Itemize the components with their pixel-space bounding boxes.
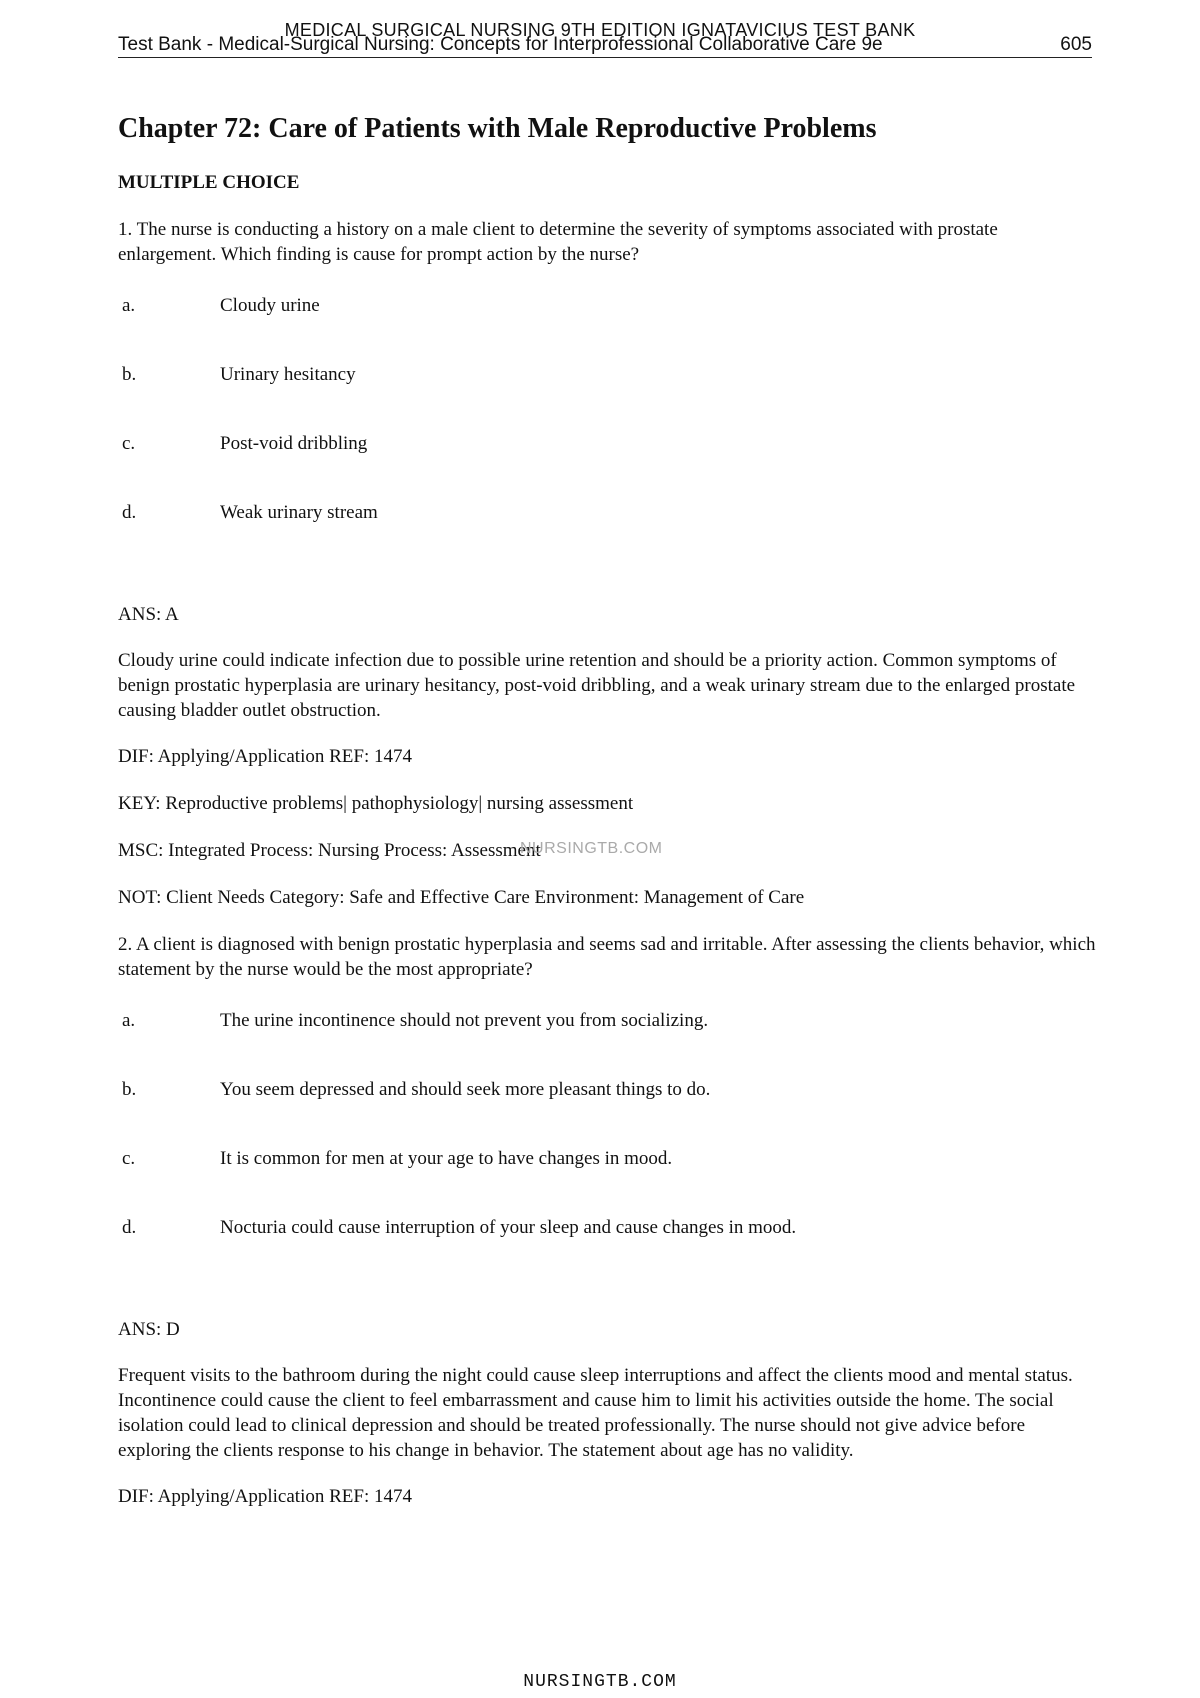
client-needs-category: NOT: Client Needs Category: Safe and Effective Care Environment: Management of Care	[118, 887, 805, 908]
option-letter: b.	[122, 1079, 137, 1100]
page-number: 605	[1060, 34, 1092, 55]
rationale: Cloudy urine could indicate infection due to possible urine retention and should be a priority action. Common symptoms of benign prostatic hyperplasia are urinary hesitancy, post-void dribbling, and a weak urinary stream due to the enlarged prostate causing bladder outlet obstruction.	[118, 650, 1076, 721]
option-item	[118, 1008, 1098, 1077]
running-title: Test Bank - Medical-Surgical Nursing: Concepts for Interprofessional Collaborative Care 9e	[118, 34, 883, 55]
chapter-title: Chapter 72: Care of Patients with Male Reproductive Problems	[118, 113, 877, 144]
option-letter: c.	[122, 433, 136, 454]
question-stem: 2. A client is diagnosed with benign prostatic hyperplasia and seems sad and irritable. After assessing the clients behavior, which statement by the nurse would be the most appropriate?	[118, 934, 1096, 980]
option-list	[118, 293, 1098, 569]
option-letter: d.	[122, 1217, 137, 1238]
option-item	[118, 1146, 1098, 1215]
option-item	[118, 500, 1098, 569]
watermark: NURSINGTB.COM	[520, 840, 663, 857]
running-header	[118, 34, 1092, 58]
option-letter: c.	[122, 1148, 136, 1169]
msc-category: MSC: Integrated Process: Nursing Process: Assessment	[118, 840, 541, 861]
option-text: The urine incontinence should not prevent you from socializing.	[220, 1010, 709, 1031]
answer: ANS: A	[118, 604, 179, 625]
option-item	[118, 362, 1098, 431]
option-item	[118, 293, 1098, 362]
question-stem: 1. The nurse is conducting a history on a male client to determine the severity of symptoms associated with prostate enlargement. Which finding is cause for prompt action by the nurse?	[118, 219, 998, 265]
answer: ANS: D	[118, 1319, 180, 1340]
header-overlay-title: MEDICAL SURGICAL NURSING 9TH EDITION IGNATAVICIUS TEST BANK	[284, 20, 916, 40]
difficulty-reference: DIF: Applying/Application REF: 1474	[118, 746, 412, 767]
keywords: KEY: Reproductive problems| pathophysiology| nursing assessment	[118, 793, 634, 814]
option-item	[118, 1215, 1098, 1284]
option-letter: d.	[122, 502, 137, 523]
option-text: Weak urinary stream	[220, 502, 378, 523]
option-text: Urinary hesitancy	[220, 364, 356, 385]
difficulty-reference: DIF: Applying/Application REF: 1474	[118, 1486, 412, 1507]
section-label: MULTIPLE CHOICE	[118, 172, 300, 193]
page-footer: NURSINGTB.COM	[523, 1672, 677, 1692]
option-letter: a.	[122, 1010, 136, 1031]
option-text: Nocturia could cause interruption of your sleep and cause changes in mood.	[220, 1217, 797, 1238]
option-item	[118, 1077, 1098, 1146]
page-content	[118, 112, 1098, 1531]
option-text: Post-void dribbling	[220, 433, 368, 454]
option-letter: a.	[122, 295, 136, 316]
option-text: You seem depressed and should seek more pleasant things to do.	[220, 1079, 711, 1100]
option-text: It is common for men at your age to have changes in mood.	[220, 1148, 673, 1169]
question-1	[118, 217, 1098, 910]
option-list	[118, 1008, 1098, 1284]
option-item	[118, 431, 1098, 500]
option-text: Cloudy urine	[220, 295, 320, 316]
rationale: Frequent visits to the bathroom during the night could cause sleep interruptions and affect the clients mood and mental status. Incontinence could cause the client to feel embarrassment and cause him to limit his activities outside the home. The social isolation could lead to clinical depression and should be treated professionally. The nurse should not give advice before exploring the clients response to his change in behavior. The statement about age has no validity.	[118, 1365, 1073, 1461]
option-letter: b.	[122, 364, 137, 385]
question-2	[118, 932, 1098, 1509]
